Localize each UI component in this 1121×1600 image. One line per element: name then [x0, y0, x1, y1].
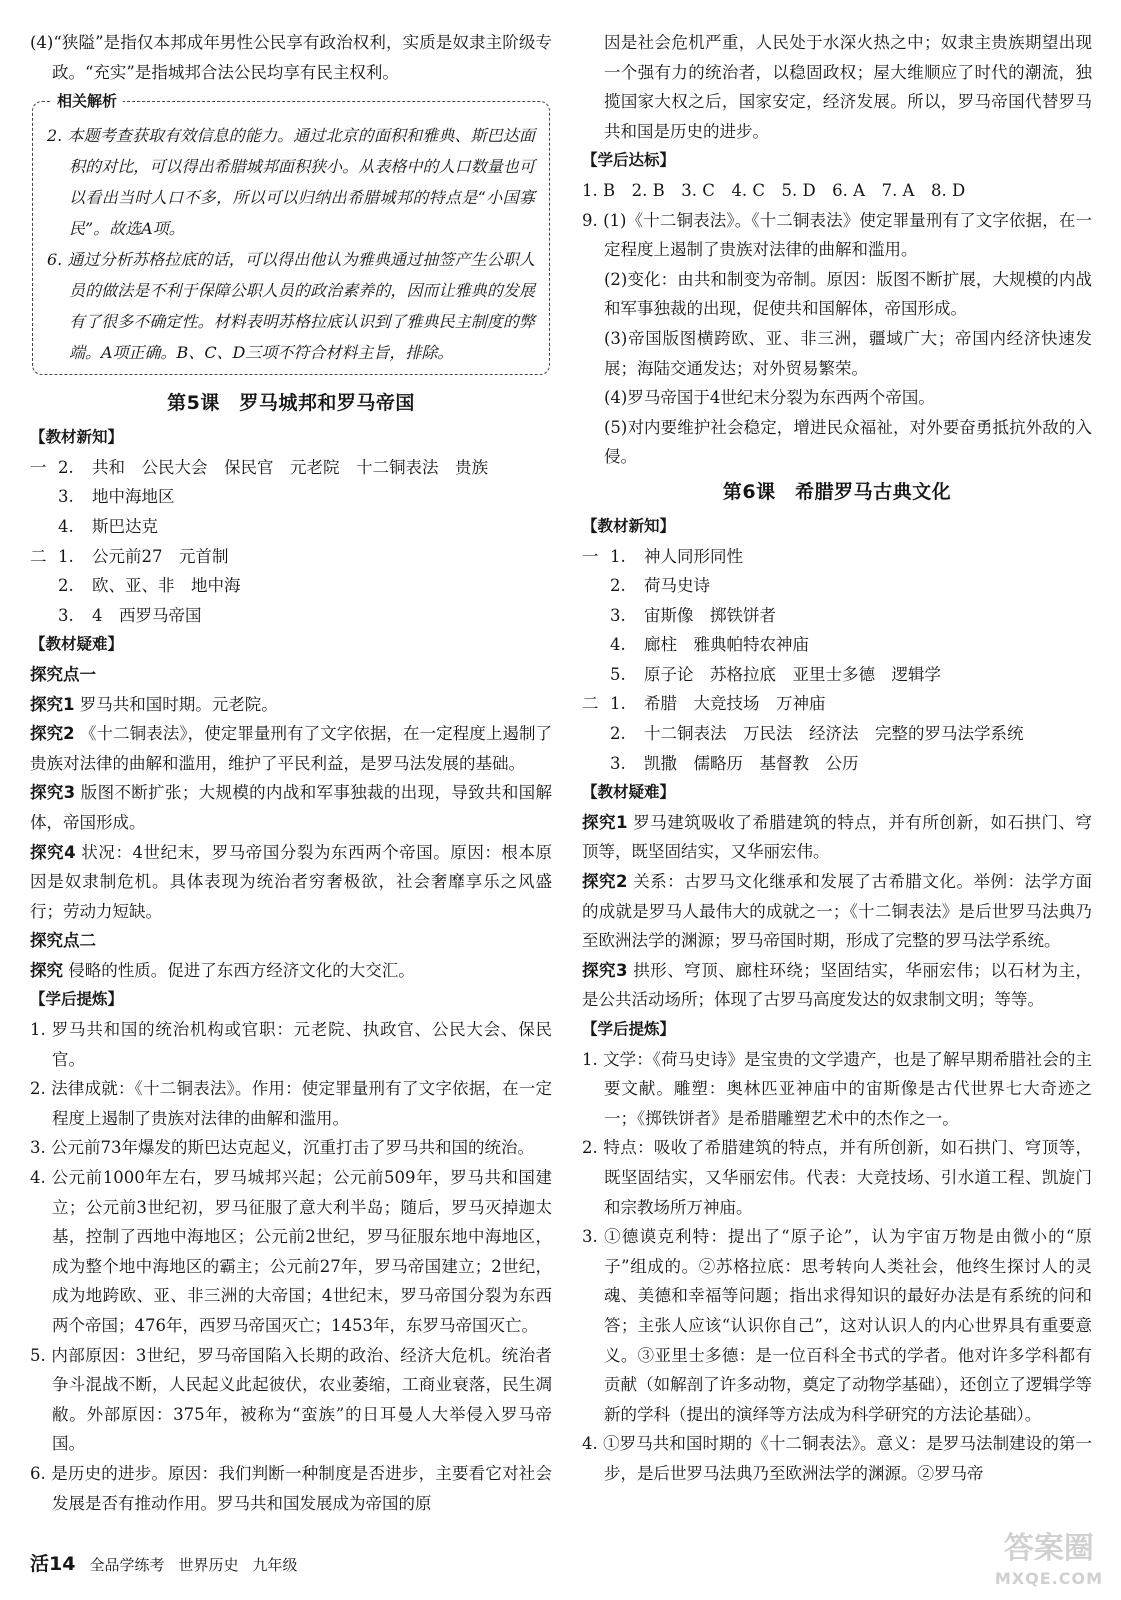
page-number: 活14: [30, 1553, 76, 1575]
list-item: 4. 斯巴达克: [58, 516, 158, 536]
list-item: 3. 凯撒 儒略历 基督教 公历: [610, 753, 859, 773]
inquiry-item: 探究2 关系：古罗马文化继承和发展了古希腊文化。举例：法学方面的成就是罗马人最伟大的成就之一；《十二铜表法》是后世罗马法典乃至欧洲法学的渊源；罗马帝国时期，形成了完整的罗马法学系统。: [582, 872, 1093, 951]
question-9-part: (5)对内要维护社会稳定，增进民众福祉，对外要奋勇抵抗外敌的入侵。: [604, 417, 1092, 467]
lesson-6-title: 第6课 希腊罗马古典文化: [722, 480, 952, 503]
summary-item: 3. 公元前73年爆发的斯巴达克起义，沉重打击了罗马共和国的统治。: [30, 1138, 534, 1158]
list-item: 2. 欧、亚、非 地中海: [58, 576, 241, 596]
list-item: 3. 宙斯像 掷铁饼者: [610, 605, 776, 625]
lesson-5-title: 第5课 罗马城邦和罗马帝国: [167, 392, 415, 415]
summary-item: 4. 公元前1000年左右，罗马城邦兴起；公元前509年，罗马共和国建立；公元前3世纪初，罗马征服了意大利半岛；随后，罗马灭掉迦太基，控制了西地中海地区；公元前2世纪，罗马征服东地中海地区，成为整个地中海地区的霸主；公元前27年，罗马帝国建立；2世纪，成为地跨欧、亚、非三洲的大帝国；4世纪末，罗马帝国分裂为东西两个帝国；476年，西罗马帝国灭亡；1453年，东罗马帝国灭亡。: [30, 1168, 552, 1335]
section-heading: 【教材疑难】: [30, 635, 124, 654]
summary-item: 6. 是历史的进步。原因：我们判断一种制度是否进步，主要看它对社会发展是否有推动作用。罗马共和国发展成为帝国的原: [30, 1463, 552, 1513]
section-heading: 【教材新知】: [30, 428, 124, 447]
continued-paragraph: 因是社会危机严重，人民处于水深火热之中；奴隶主贵族期望出现一个强有力的统治者，以稳固政权；屋大维顺应了时代的潮流，独揽国家大权之后，国家安定，经济发展。所以，罗马帝国代替罗马共和国是历史的进步。: [604, 33, 1092, 141]
list-item: 2. 十二铜表法 万民法 经济法 完整的罗马法学系统: [610, 724, 1024, 744]
inquiry-item: 探究2 《十二铜表法》，使定罪量刑有了文字依据，在一定程度上遏制了贵族对法律的曲解和滥用，维护了平民利益，是罗马法发展的基础。: [30, 724, 553, 773]
list-item: 一 2. 共和 公民大会 保民官 元老院 十二铜表法 贵族: [30, 457, 488, 477]
answer-key: 1. B 2. B 3. C 4. C 5. D 6. A 7. A 8. D: [582, 180, 966, 200]
question-9-part: (3)帝国版图横跨欧、亚、非三洲，疆域广大；帝国内经济快速发展；海陆交通发达；对外贸易繁荣。: [604, 328, 1092, 378]
grade-label: 九年级: [252, 1556, 298, 1574]
right-column: [582, 28, 1092, 1489]
inquiry-item: 探究1 罗马建筑吸收了希腊建筑的特点，并有所创新，如石拱门、穹顶等，既坚固结实，又华丽宏伟。: [582, 812, 1093, 862]
watermark-logo: 答案圈 MXQE.COM: [994, 1531, 1103, 1588]
question-9-part: (4)罗马帝国于4世纪末分裂为东西两个帝国。: [604, 388, 935, 408]
section-heading: 【学后提炼】: [30, 990, 124, 1009]
analysis-item: 6. 通过分析苏格拉底的话，可以得出他认为雅典通过抽签产生公职人员的做法是不利于保障公职人员的政治素养的，因而让雅典的发展有了很多不确定性。材料表明苏格拉底认识到了雅典民主制度的弊端。A项正确。B、C、D三项不符合材料主旨，排除。: [47, 250, 535, 363]
list-item: 二 1. 公元前27 元首制: [30, 546, 229, 566]
list-item: 4. 廊柱 雅典帕特农神庙: [610, 635, 809, 655]
analysis-box: [32, 92, 550, 375]
inquiry-item: 探究3 拱形、穹顶、廊柱环绕；坚固结实，华丽宏伟；以石材为主，是公共活动场所；体现了古罗马高度发达的奴隶制文明；等等。: [582, 960, 1093, 1010]
knowledge-list: [30, 453, 552, 631]
section-heading: 【教材疑难】: [582, 783, 676, 802]
list-item: 一 1. 神人同形同性: [582, 546, 743, 566]
section-heading: 【教材新知】: [582, 516, 676, 535]
inquiry-point: 探究点二: [30, 931, 96, 951]
inquiry-item: 探究1 罗马共和国时期。元老院。: [30, 694, 278, 714]
inquiry-point: 探究点一: [30, 664, 96, 684]
section-heading: 【学后达标】: [582, 151, 676, 170]
list-item: 3. 4 西罗马帝国: [58, 605, 202, 625]
summary-item: 3. ①德谟克利特：提出了“原子论”，认为宇宙万物是由微小的“原子”组成的。②苏格拉底：思考转向人类社会，他终生探讨人的灵魂、美德和幸福等问题；指出求得知识的最好办法是有系统的问和答；主张人应该“认识你自己”，这对认识人的内心世界具有重要意义。③亚里士多德：是一位百科全书式的学者。他对许多学科都有贡献（如解剖了许多动物，奠定了动物学基础），还创立了逻辑学等新的学科（提出的演绎等方法成为科学研究的方法论基础）。: [582, 1227, 1092, 1424]
subject-name: 世界历史: [178, 1556, 239, 1574]
left-column: [30, 28, 552, 1518]
list-item: 3. 地中海地区: [58, 487, 175, 507]
intro-paragraph: (4)“狭隘”是指仅本邦成年男性公民享有政治权利，实质是奴隶主阶级专政。“充实”是指城邦合法公民均享有民主权利。: [30, 33, 552, 82]
summary-item: 5. 内部原因：3世纪，罗马帝国陷入长期的政治、经济大危机。统治者争斗混战不断，人民起义此起彼伏，农业萎缩，工商业衰落，民生凋敝。外部原因：375年，被称为“蛮族”的日耳曼人大举侵入罗马帝国。: [30, 1345, 552, 1454]
knowledge-list: [582, 542, 1092, 779]
inquiry-item: 探究3 版图不断扩张；大规模的内战和军事独裁的出现，导致共和国解体，帝国形成。: [30, 783, 553, 832]
inquiry-item: 探究4 状况：4世纪末，罗马帝国分裂为东西两个帝国。原因：根本原因是奴隶制危机。具体表现为统治者穷奢极欲，社会奢靡享乐之风盛行；劳动力短缺。: [30, 842, 553, 921]
summary-item: 1. 罗马共和国的统治机构或官职：元老院、执政官、公民大会、保民官。: [30, 1020, 552, 1069]
summary-item: 2. 特点：吸收了希腊建筑的特点，并有所创新，如石拱门、穹顶等，既坚固结实，又华丽宏伟。代表：大竞技场、引水道工程、凯旋门和宗教场所万神庙。: [582, 1138, 1092, 1217]
analysis-item: 2. 本题考查获取有效信息的能力。通过北京的面积和雅典、斯巴达面积的对比，可以得出希腊城邦面积狭小。从表格中的人口数量也可以看出当时人口不多，所以可以归纳出希腊城邦的特点是“小国寡民”。故选A项。: [47, 126, 535, 239]
section-heading: 【学后提炼】: [582, 1020, 676, 1038]
list-item: 5. 原子论 苏格拉底 亚里士多德 逻辑学: [610, 664, 941, 684]
brand-name: 全品学练考: [89, 1556, 165, 1574]
inquiry-item: 探究 侵略的性质。促进了东西方经济文化的大交汇。: [30, 960, 415, 980]
question-9-part: 9. (1)《十二铜表法》。《十二铜表法》使定罪量刑有了文字依据，在一定程度上遏制了贵族对法律的曲解和滥用。: [582, 210, 1092, 260]
page-footer: [30, 1549, 298, 1576]
question-9-part: (2)变化：由共和制变为帝制。原因：版图不断扩展，大规模的内战和军事独裁的出现，促使共和国解体，帝国形成。: [604, 269, 1092, 319]
summary-item: 2. 法律成就：《十二铜表法》。作用：使定罪量刑有了文字依据，在一定程度上遏制了贵族对法律的曲解和滥用。: [30, 1079, 552, 1128]
summary-item: 4. ①罗马共和国时期的《十二铜表法》。意义：是罗马法制建设的第一步，是后世罗马法典乃至欧洲法学的渊源。②罗马帝: [582, 1434, 1092, 1483]
list-item: 二 1. 希腊 大竞技场 万神庙: [582, 694, 826, 714]
summary-item: 1. 文学：《荷马史诗》是宝贵的文学遗产，也是了解早期希腊社会的主要文献。雕塑：奥林匹亚神庙中的宙斯像是古代世界七大奇迹之一；《掷铁饼者》是希腊雕塑艺术中的杰作之一。: [582, 1049, 1092, 1128]
analysis-box-title: 相关解析: [51, 90, 123, 111]
list-item: 2. 荷马史诗: [610, 576, 710, 596]
